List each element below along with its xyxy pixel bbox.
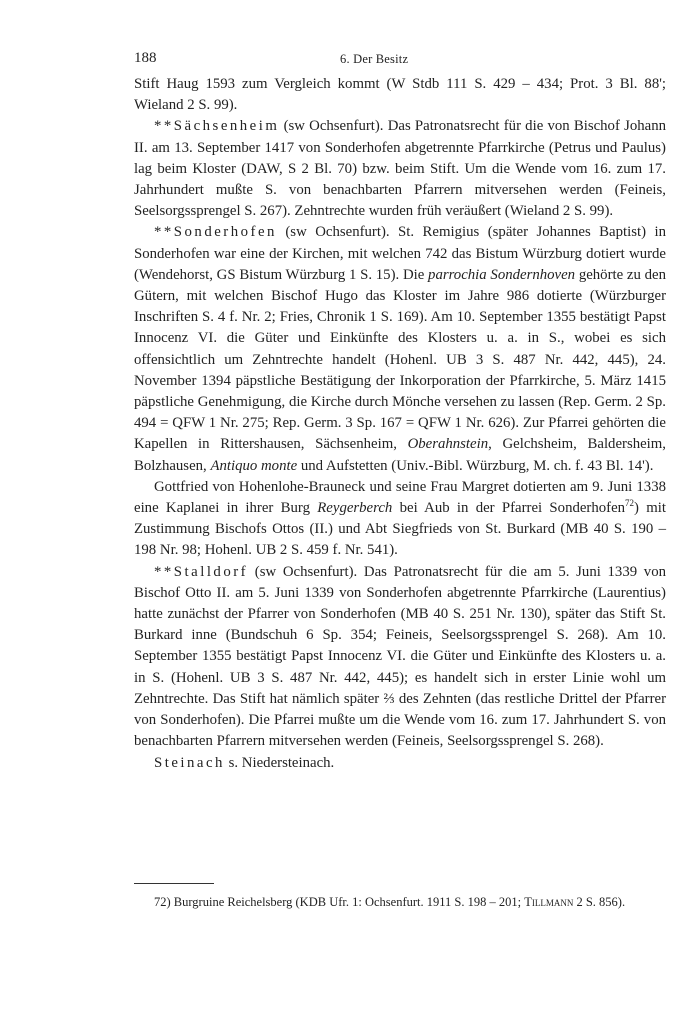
running-head: 6. Der Besitz (340, 52, 409, 66)
text-span: Gottfried von Hohenlohe-Brauneck und seine Frau Margret dotierten am 9. Juni 1338 eine Kaplanei in ihrer Burg (134, 478, 666, 517)
entry-heading: Steinach (154, 754, 225, 771)
text-span: gehörte zu den Gütern, mit welchen Bischof Hugo das Kloster im Jahre 986 dotierte (Würzburger Inschriften S. 4 f. Nr. 2; Fries, Chronik 1 S. 169). Am 10. September 1355 bestätigt Papst Innocenz VI. die Güter und Einkünfte des Klosters u. a. in S., wobei es sich offensichtlich um Zehntrechte handelt (Hohenl. UB 3 S. 487 Nr. 442, 445), 24. November 1394 päpstliche Bestätigung der Inkorporation der Pfarrkirche, 5. März 1415 päpstliche Genehmigung, die Kirche durch Mönche versehen zu lassen (Rep. Germ. 2 Sp. 494 = QFW 1 Nr. 275; Rep. Germ. 3 Sp. 167 = QFW 1 Nr. 626). Zur Pfarrei gehörten die Kapellen in Rittershausen, Sächsenheim, (134, 266, 666, 453)
text-span: , Gelchsheim, Baldersheim, Bolzhausen, (134, 436, 666, 474)
text-span: s. Niedersteinach. (224, 754, 335, 771)
text-span: Stift Haug 1593 zum Vergleich kommt (W Stdb 111 S. 429 – 434; Prot. 3 Bl. 88'; Wieland 2 S. 99). (134, 76, 666, 114)
body-text (134, 74, 666, 774)
entry-heading: **Sächsenheim (154, 118, 280, 135)
entry-sonderhofen (134, 222, 666, 476)
italic-term: Antiquo monte (210, 457, 298, 474)
entry-heading: **Sonderhofen (154, 224, 277, 241)
paragraph-continuation (134, 74, 666, 116)
italic-term: parrochia Sondernhoven (428, 266, 576, 283)
paragraph-hohenlohe (134, 477, 666, 562)
text-span: (sw Ochsenfurt). St. Remigius (später Johannes Baptist) in Sonderhofen war eine der Kirchen, mit welchen 742 das Bistum Würzburg dotiert wurde (Wendehorst, GS Bistum Würzburg 1 S. 15). Die (134, 224, 666, 283)
page-number: 188 (134, 50, 157, 66)
small-caps-name: Tillmann (524, 895, 574, 909)
text-span: 72) Burgruine Reichelsberg (KDB Ufr. 1: Ochsenfurt. 1911 S. 198 – 201; (154, 895, 525, 909)
text-span: (sw Ochsenfurt). Das Patronatsrecht für die von Bischof Johann II. am 13. September 1417 von Sonderhofen abgetrennte Pfarrkirche (Petrus und Paulus) lag beim Kloster (DAW, S 2 Bl. 70) bzw. beim Stift. Um die Wende vom 16. zum 17. Jahrhundert mußte S. von benachbarten Pfarrern mitversehen werden (Feineis, Seelsorgssprengel S. 267). Zehntrechte wurden früh veräußert (Wieland 2 S. 99). (134, 118, 666, 220)
text-span: ) mit Zustimmung Bischofs Ottos (II.) und Abt Siegfrieds von St. Burkard (MB 40 S. 190 – 198 Nr. 98; Hohenl. UB 2 S. 459 f. Nr. 541). (134, 500, 666, 559)
footnote (134, 893, 666, 911)
footnote-ref[interactable]: 72 (625, 498, 635, 509)
text-span: (sw Ochsenfurt). Das Patronatsrecht für die am 5. Juni 1339 von Bischof Otto II. am 5. Juni 1339 von Sonderhofen abgetrennte Pfarrkirche (Laurentius) hatte zunächst der Pfarrer von Sonderhofen (MB 40 S. 251 Nr. 130), später das Stift St. Burkard inne (Bundschuh 6 Sp. 354; Feineis, Seelsorgssprengel S. 268). Am 10. September 1355 bestätigt Papst Innocenz VI. die Güter und Einkünfte des Klosters u. a. in S. (Hohenl. UB 3 S. 487 Nr. 442, 445); es handelt sich in erster Linie wohl um Zehntrechte. Das Stift hat nämlich später ⅔ des Zehnten (das restliche Drittel der Pfarrer von Sonderhofen). Die Pfarrei mußte um die Wende vom 16. zum 17. Jahrhundert S. von benachbarten Pfarrern mitversehen werden (Feineis, Seelsorgssprengel S. 268). (134, 563, 666, 750)
footnote-text (134, 893, 666, 911)
footnote-rule (134, 883, 214, 884)
italic-term: Reygerberch (317, 500, 393, 517)
text-span: bei Aub in der Pfarrei Sonderhofen (392, 500, 626, 517)
entry-heading: **Stalldorf (154, 563, 249, 580)
italic-term: Oberahnstein (407, 436, 489, 453)
text-span: 2 S. 856). (573, 895, 626, 909)
text-span: und Aufstetten (Univ.-Bibl. Würzburg, M. ch. f. 43 Bl. 14'). (297, 457, 654, 474)
entry-steinach (134, 753, 666, 774)
entry-stalldorf (134, 562, 666, 753)
entry-saechsenheim (134, 116, 666, 222)
